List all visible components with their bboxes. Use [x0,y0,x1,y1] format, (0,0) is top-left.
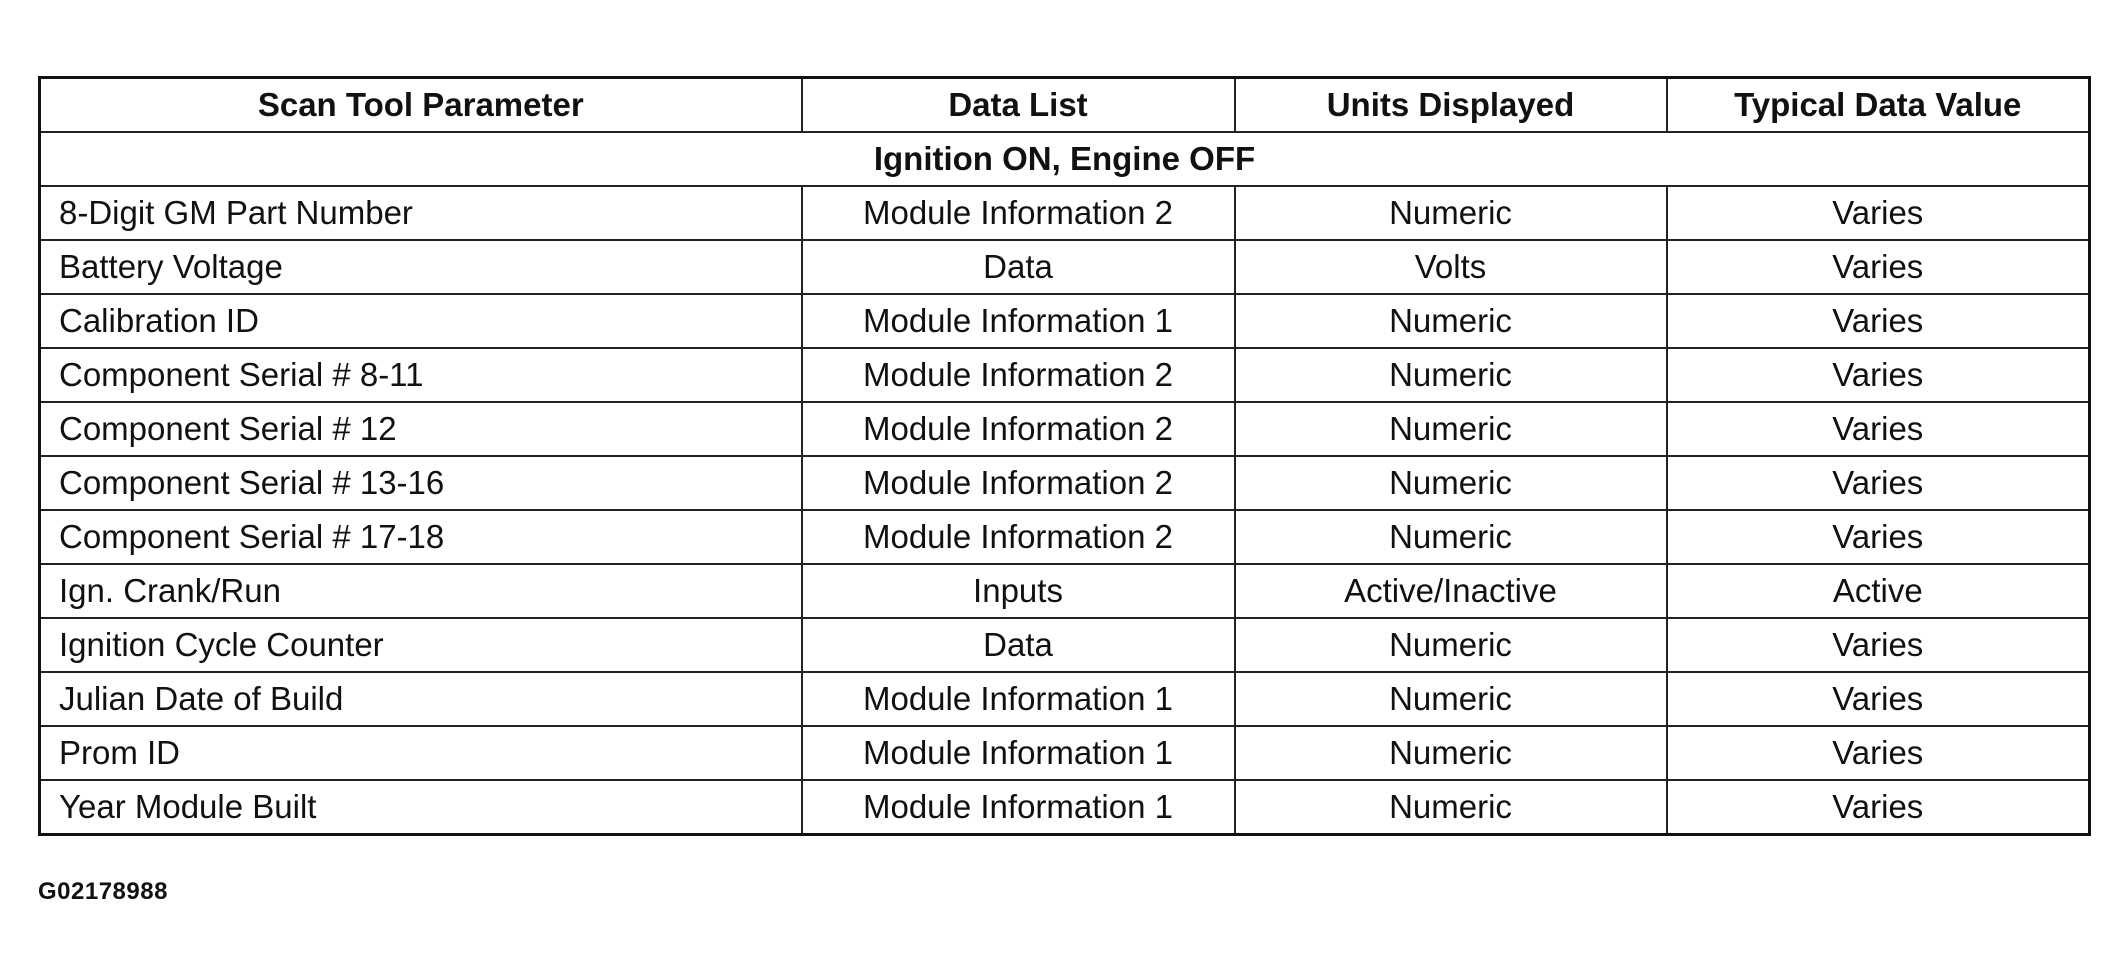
cell-parameter: Component Serial # 8-11 [40,348,802,402]
cell-units: Numeric [1235,726,1667,780]
cell-parameter: Ign. Crank/Run [40,564,802,618]
table-row [40,240,2090,294]
cell-parameter: Component Serial # 13-16 [40,456,802,510]
cell-typical-value: Varies [1667,780,2090,835]
cell-units: Numeric [1235,348,1667,402]
section-label: Ignition ON, Engine OFF [40,132,2090,186]
figure-id-label: G02178988 [38,878,168,905]
table-row [40,672,2090,726]
table-row [40,186,2090,240]
header-scan-tool-parameter: Scan Tool Parameter [40,78,802,133]
cell-data-list: Module Information 1 [802,672,1235,726]
cell-units: Numeric [1235,672,1667,726]
header-units-displayed: Units Displayed [1235,78,1667,133]
cell-typical-value: Varies [1667,456,2090,510]
cell-data-list: Data [802,240,1235,294]
table-row [40,348,2090,402]
table-row [40,564,2090,618]
cell-units: Numeric [1235,510,1667,564]
header-typical-data-value: Typical Data Value [1667,78,2090,133]
table-row [40,780,2090,835]
cell-data-list: Module Information 2 [802,510,1235,564]
scan-tool-data-table-container [38,76,2088,836]
cell-data-list: Module Information 2 [802,186,1235,240]
cell-data-list: Module Information 1 [802,726,1235,780]
table-row [40,456,2090,510]
table-row [40,726,2090,780]
cell-data-list: Inputs [802,564,1235,618]
cell-parameter: Julian Date of Build [40,672,802,726]
cell-typical-value: Varies [1667,294,2090,348]
cell-parameter: Prom ID [40,726,802,780]
cell-units: Numeric [1235,186,1667,240]
cell-data-list: Module Information 1 [802,294,1235,348]
cell-typical-value: Varies [1667,348,2090,402]
cell-parameter: Ignition Cycle Counter [40,618,802,672]
cell-typical-value: Varies [1667,402,2090,456]
cell-parameter: Component Serial # 17-18 [40,510,802,564]
cell-typical-value: Varies [1667,618,2090,672]
cell-parameter: 8-Digit GM Part Number [40,186,802,240]
section-row [40,132,2090,186]
table-header-row [40,78,2090,133]
cell-typical-value: Varies [1667,510,2090,564]
cell-typical-value: Active [1667,564,2090,618]
cell-data-list: Module Information 2 [802,456,1235,510]
cell-parameter: Calibration ID [40,294,802,348]
cell-units: Volts [1235,240,1667,294]
cell-typical-value: Varies [1667,186,2090,240]
cell-units: Numeric [1235,618,1667,672]
cell-data-list: Module Information 2 [802,402,1235,456]
table-row [40,618,2090,672]
cell-units: Numeric [1235,780,1667,835]
cell-typical-value: Varies [1667,240,2090,294]
cell-parameter: Component Serial # 12 [40,402,802,456]
cell-parameter: Battery Voltage [40,240,802,294]
cell-parameter: Year Module Built [40,780,802,835]
cell-data-list: Data [802,618,1235,672]
cell-typical-value: Varies [1667,726,2090,780]
scan-tool-data-table [38,76,2091,836]
table-row [40,402,2090,456]
cell-units: Numeric [1235,294,1667,348]
cell-units: Numeric [1235,402,1667,456]
cell-data-list: Module Information 1 [802,780,1235,835]
cell-units: Active/Inactive [1235,564,1667,618]
table-row [40,510,2090,564]
header-data-list: Data List [802,78,1235,133]
table-row [40,294,2090,348]
cell-data-list: Module Information 2 [802,348,1235,402]
cell-typical-value: Varies [1667,672,2090,726]
cell-units: Numeric [1235,456,1667,510]
